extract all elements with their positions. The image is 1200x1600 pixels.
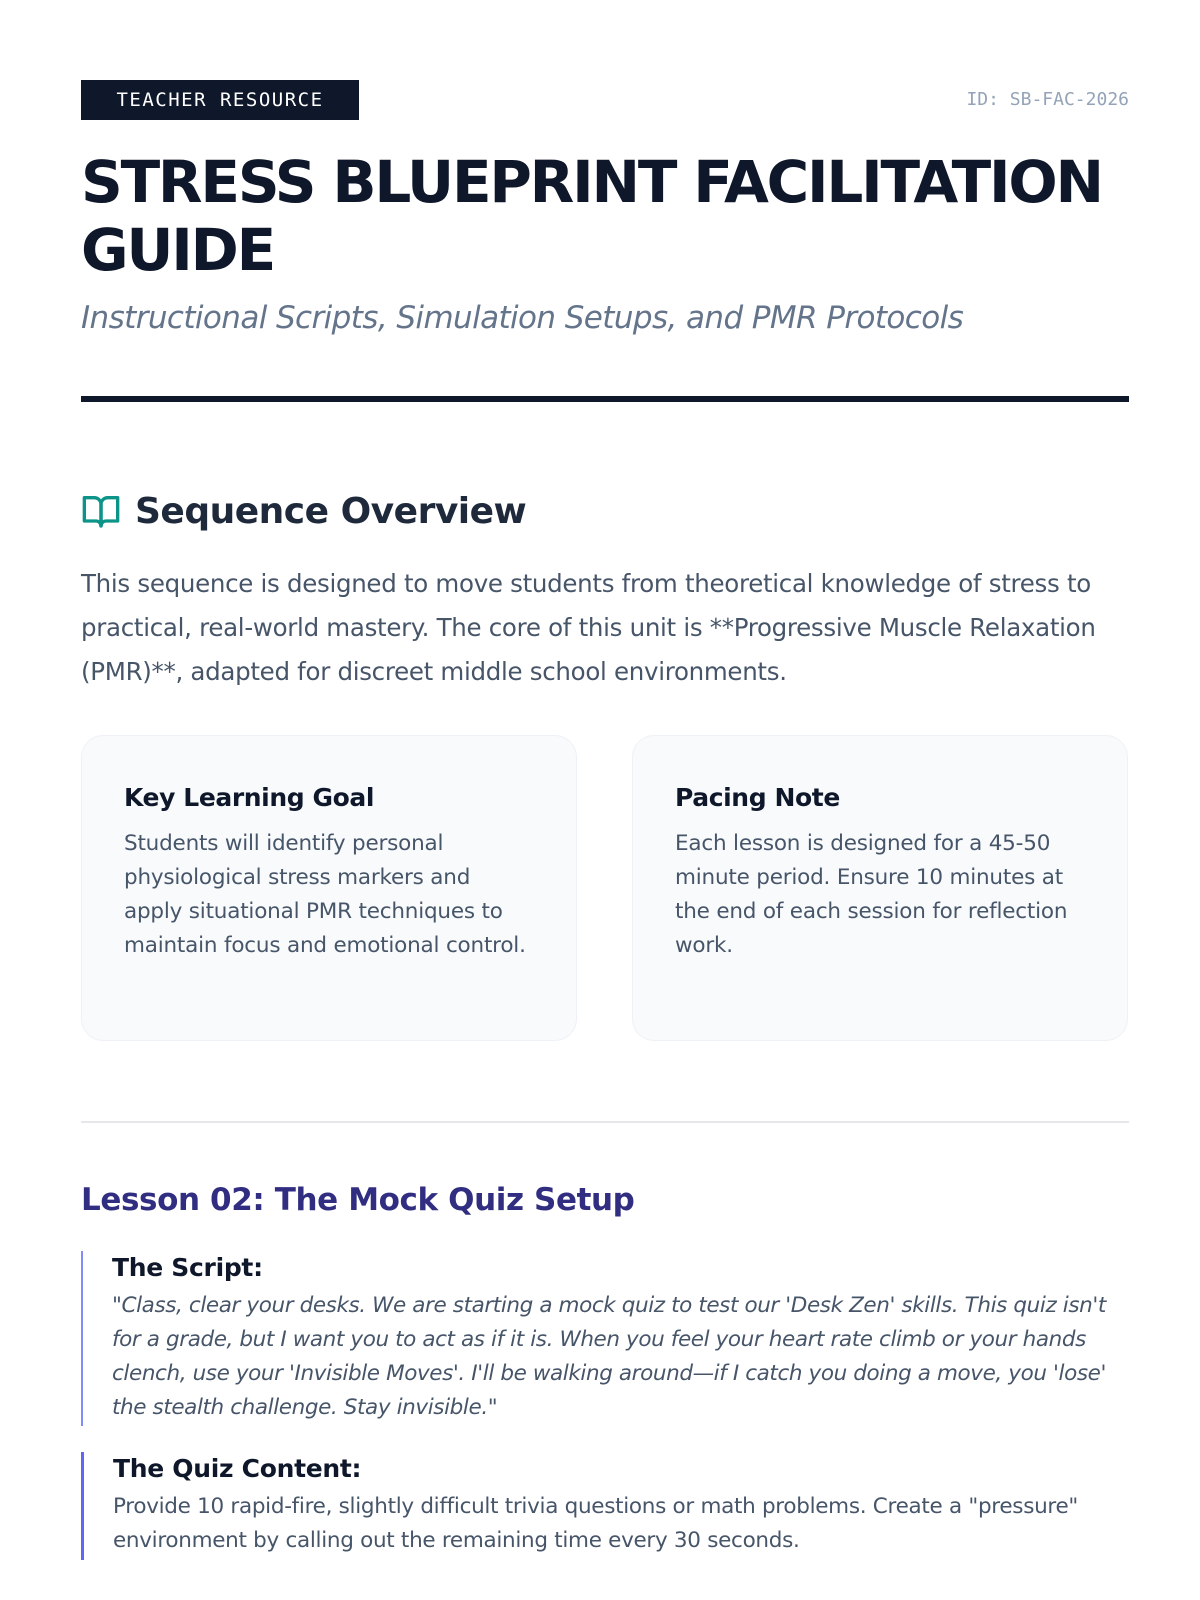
page-title: STRESS BLUEPRINT FACILITATION GUIDE [81,148,1102,284]
resource-badge: TEACHER RESOURCE [81,80,359,120]
script-quote: "Class, clear your desks. We are starting a mock quiz to test our 'Desk Zen' skills. This quiz isn't for a grade, but I want you to act as if it is. When you feel your heart rate climb or your hands clench, use your 'Invisible Moves'. I'll be walking around—if I catch you doing a move, you 'lose' the stealth challenge. Stay invisible." [112,1293,1106,1420]
overview-intro: This sequence is designed to move students from theoretical knowledge of stress to practical, real-world mastery. The core of this unit is **Progressive Muscle Relaxation (PMR)**, adapted for discreet middle school environments. [81,569,1096,686]
document-id: ID: SB-FAC-2026 [966,89,1129,110]
section-divider [81,1121,1129,1123]
card-text: Each lesson is designed for a 45-50 minute period. Ensure 10 minutes at the end of each session for reflection work. [675,831,1068,958]
script-label: The Script: [112,1253,263,1282]
section-title: Sequence Overview [135,490,527,532]
page-subtitle: Instructional Scripts, Simulation Setups, and PMR Protocols [81,300,964,336]
open-book-icon [81,491,121,531]
card-title: Key Learning Goal [124,783,375,812]
quiz-content-label: The Quiz Content: [113,1454,362,1483]
quiz-content-block [81,1452,1129,1560]
script-block [81,1251,1129,1426]
title-divider [81,396,1129,402]
card-text: Students will identify personal physiological stress markers and apply situational PMR techniques to maintain focus and emotional control. [124,831,526,958]
quiz-content-text: Provide 10 rapid-fire, slightly difficult trivia questions or math problems. Create a "pressure" environment by calling out the remaining time every 30 seconds. [113,1494,1079,1553]
pacing-note-card [632,735,1128,1041]
document-header [81,80,1129,120]
sequence-overview-heading [81,486,526,536]
card-title: Pacing Note [675,783,840,812]
lesson-title: Lesson 02: The Mock Quiz Setup [81,1182,635,1218]
key-learning-goal-card [81,735,577,1041]
